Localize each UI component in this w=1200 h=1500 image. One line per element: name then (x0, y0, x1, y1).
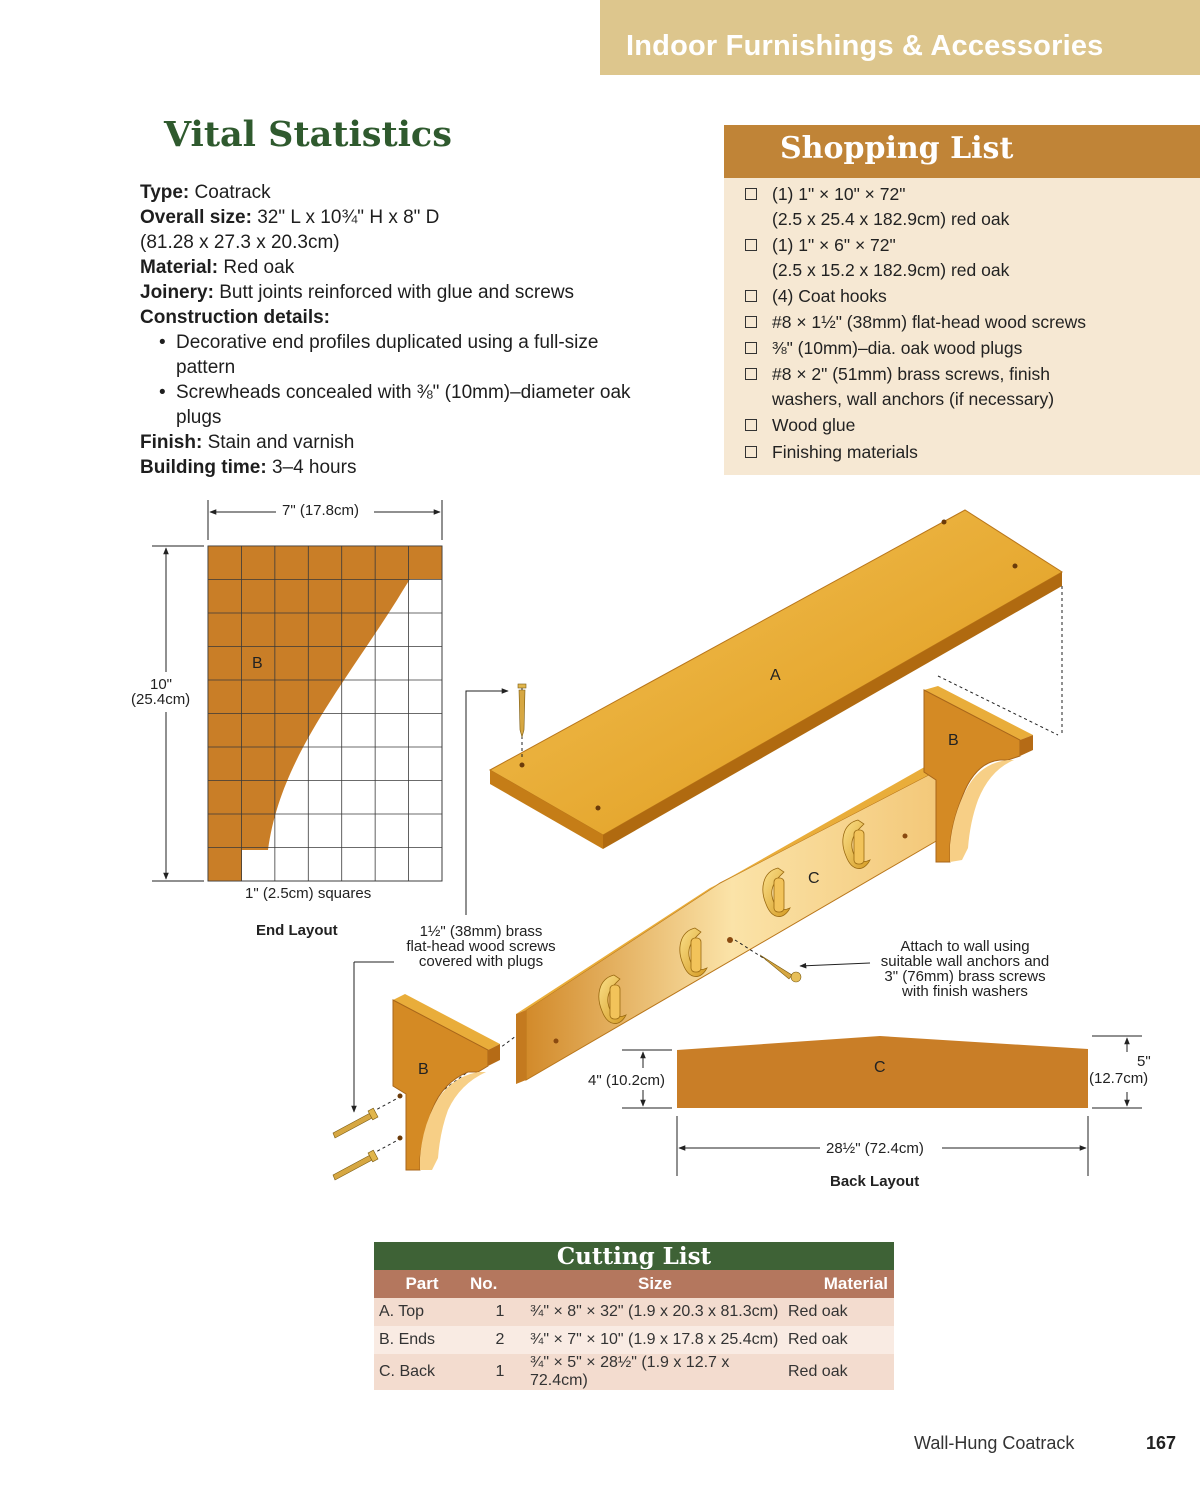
finish-value: Stain and varnish (207, 432, 355, 453)
type-label: Type: (140, 182, 190, 203)
part-b-end-bracket-right (924, 686, 1033, 862)
size-label: Overall size: (140, 207, 252, 228)
back-width-dimension: 28½" (72.4cm) (826, 1140, 924, 1157)
part-b-end-bracket-left (393, 994, 500, 1170)
part-label-a: A (770, 667, 781, 684)
screw-icon (333, 1098, 398, 1138)
shopping-list-item: #8 × 1½" (38mm) flat-head wood screws (744, 310, 1184, 335)
building-time-label: Building time: (140, 457, 267, 478)
shopping-list-item: Wood glue (744, 413, 1184, 438)
part-label-b-right: B (948, 732, 959, 749)
back-right-dimension-cm: (12.7cm) (1089, 1070, 1149, 1087)
construction-label: Construction details: (140, 307, 331, 328)
end-layout-caption: End Layout (256, 922, 338, 939)
end-layout (152, 500, 442, 881)
back-left-dimension: 4" (10.2cm) (588, 1072, 666, 1089)
grid-note: 1" (2.5cm) squares (245, 885, 372, 902)
wall-attach-note: Attach to wall using suitable wall anchors and 3" (76mm) brass screws with finish washers (880, 938, 1050, 1000)
joinery-value: Butt joints reinforced with glue and screws (219, 282, 575, 303)
material-value: Red oak (223, 257, 295, 278)
shopping-list-title: Shopping List (780, 131, 1014, 166)
bullet-icon: • (159, 382, 166, 403)
page-number: 167 (1146, 1433, 1177, 1453)
end-height-dimension-cm: (25.4cm) (131, 691, 191, 708)
material-label: Material: (140, 257, 219, 278)
back-right-dimension-in: 5" (1137, 1053, 1151, 1070)
size-metric: (81.28 x 27.3 x 20.3cm) (140, 232, 340, 253)
screw-icon (333, 1140, 398, 1180)
table-row: A. Top 1 ¾" × 8" × 32" (1.9 x 20.3 x 81.3cm) Red oak (374, 1298, 894, 1326)
table-row: C. Back 1 ¾" × 5" × 28½" (1.9 x 12.7 x 72.4cm) Red oak (374, 1354, 894, 1390)
cutting-list-title: Cutting List (374, 1242, 894, 1270)
shopping-list-item: Finishing materials (744, 440, 1184, 465)
part-label-c: C (808, 870, 820, 887)
shopping-list-item: (4) Coat hooks (744, 284, 1184, 309)
col-header-material: Material (780, 1270, 894, 1298)
screw-note: 1½" (38mm) brass flat-head wood screws covered with plugs (406, 923, 556, 970)
end-layout-label-b: B (252, 655, 263, 672)
col-header-part: Part (374, 1270, 470, 1298)
finish-label: Finish: (140, 432, 203, 453)
end-height-dimension-in: 10" (150, 676, 173, 693)
cutting-list-table (374, 1242, 894, 1390)
shopping-list-item: #8 × 2" (51mm) brass screws, finish washers, wall anchors (if necessary) (744, 362, 1184, 411)
vital-statistics-title: Vital Statistics (164, 114, 452, 155)
footer-chapter-title: Wall-Hung Coatrack (914, 1433, 1075, 1453)
type-value: Coatrack (194, 182, 271, 203)
joinery-label: Joinery: (140, 282, 214, 303)
bullet-icon: • (159, 332, 166, 353)
table-row: B. Ends 2 ¾" × 7" × 10" (1.9 x 17.8 x 25.4cm) Red oak (374, 1326, 894, 1354)
part-label-b-left: B (418, 1061, 429, 1078)
construction-item: • Screwheads concealed with ⅜" (10mm)–diameter oak plugs (159, 382, 631, 428)
screw-icon (518, 684, 526, 760)
building-time-value: 3–4 hours (271, 457, 357, 478)
section-title: Indoor Furnishings & Accessories (626, 30, 1104, 62)
construction-item: • Decorative end profiles duplicated using a full-size pattern (159, 332, 599, 378)
shopping-list-item: ⅜" (10mm)–dia. oak wood plugs (744, 336, 1184, 361)
end-width-dimension: 7" (17.8cm) (282, 502, 360, 519)
size-value: 32" L x 10¾" H x 8" D (257, 207, 440, 228)
col-header-no: No. (470, 1270, 530, 1298)
shopping-list-item: (1) 1" × 6" × 72" (2.5 x 15.2 x 182.9cm) red oak (744, 233, 1184, 282)
back-layout-label-c: C (874, 1059, 886, 1076)
back-layout-caption: Back Layout (830, 1173, 920, 1190)
col-header-size: Size (530, 1270, 780, 1298)
shopping-list-item: (1) 1" × 10" × 72" (2.5 x 25.4 x 182.9cm) red oak (744, 182, 1184, 231)
